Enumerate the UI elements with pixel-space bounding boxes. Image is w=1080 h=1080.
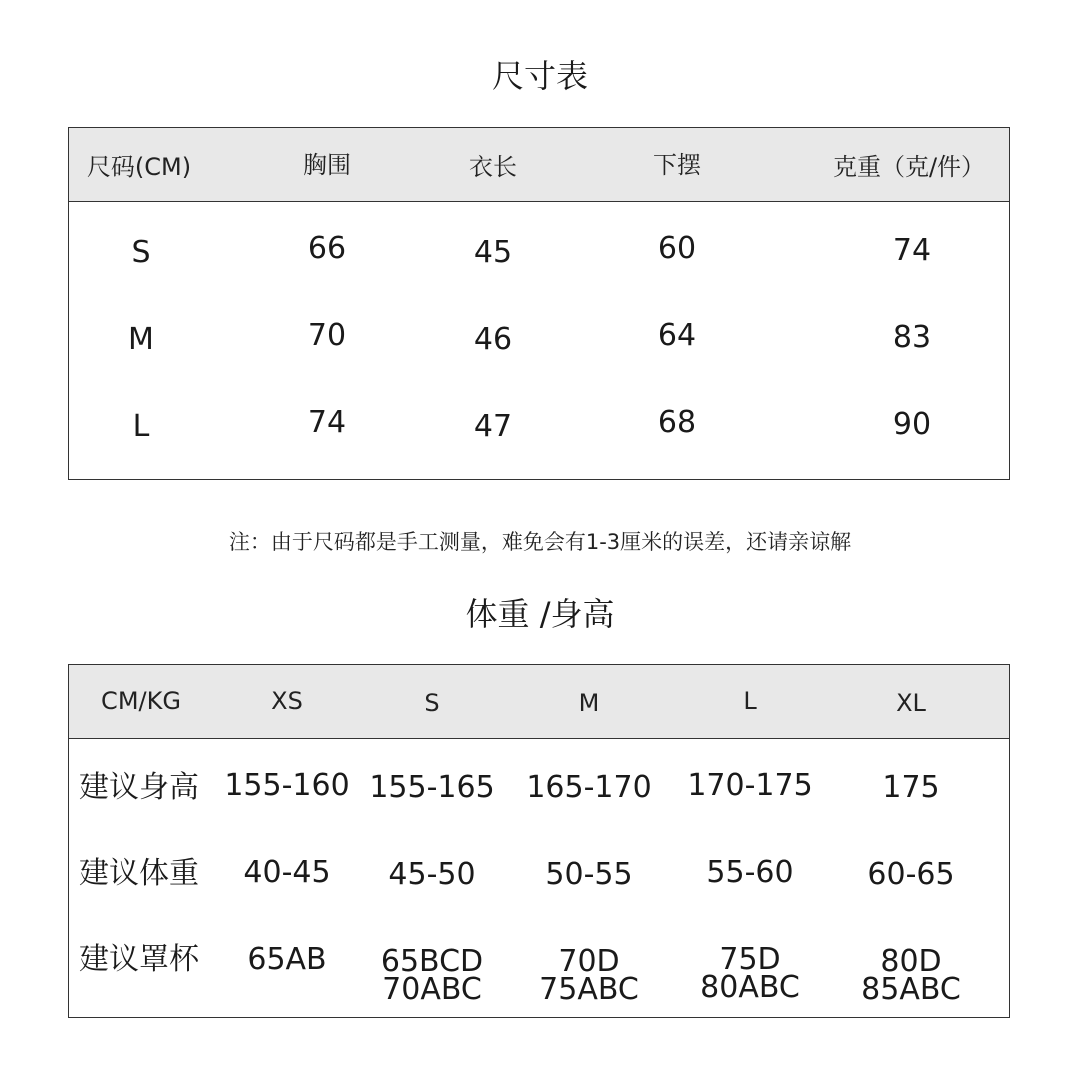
table-cell: 74: [892, 233, 932, 268]
size-chart-table: [68, 127, 1010, 480]
table-cell: 175: [882, 770, 940, 805]
table-cell: 80D: [880, 944, 942, 979]
table-cell: L: [132, 409, 150, 444]
fit-chart-table: [68, 664, 1010, 1018]
table-cell: 45-50: [388, 857, 476, 892]
table-cell: 50-55: [545, 857, 633, 892]
table-cell: 55-60: [706, 855, 794, 890]
measurement-note: 注：由于尺码都是手工测量，难免会有1-3厘米的误差，还请亲谅解: [228, 530, 852, 554]
header-weight: 克重（克/件）: [832, 153, 986, 181]
table-cell: 70ABC: [382, 972, 482, 1007]
table-cell: 65BCD: [380, 944, 484, 979]
header-cm-kg: CM/KG: [101, 687, 181, 715]
table-cell: 75ABC: [539, 972, 639, 1007]
table-cell: 155-165: [369, 770, 495, 805]
table-cell: M: [128, 322, 154, 357]
fit-chart-title: 体重 /身高: [465, 595, 615, 633]
table-cell: 80ABC: [700, 970, 800, 1005]
table-cell: 70D: [558, 944, 620, 979]
table-cell: 45: [473, 235, 513, 270]
table-cell: 66: [307, 231, 347, 266]
header-hem: 下摆: [653, 151, 701, 179]
header-chest: 胸围: [303, 151, 351, 179]
row-label-cup: 建议罩杯: [79, 942, 199, 977]
header-s: S: [424, 689, 440, 717]
table-cell: 170-175: [687, 768, 813, 803]
table-cell: 47: [473, 409, 513, 444]
header-xs: XS: [271, 687, 303, 715]
table-cell: 46: [473, 322, 513, 357]
table-cell: 68: [657, 405, 697, 440]
table-cell: 85ABC: [861, 972, 961, 1007]
table-cell: 65AB: [247, 942, 327, 977]
size-chart-header-row: [69, 128, 1009, 202]
fit-chart-header-row: [69, 665, 1009, 739]
table-cell: 75D: [719, 942, 781, 977]
table-cell: 60: [657, 231, 697, 266]
table-cell: 70: [307, 318, 347, 353]
row-label-weight: 建议体重: [79, 856, 199, 891]
table-cell: 165-170: [526, 770, 652, 805]
table-cell: 83: [892, 320, 932, 355]
row-label-height: 建议身高: [79, 770, 199, 805]
table-cell: 90: [892, 407, 932, 442]
size-chart-title: 尺寸表: [491, 57, 588, 95]
header-xl: XL: [896, 689, 926, 717]
table-cell: 64: [657, 318, 697, 353]
header-size: 尺码(CM): [86, 153, 192, 181]
table-cell: 60-65: [867, 857, 955, 892]
table-cell: 74: [307, 405, 347, 440]
table-cell: 40-45: [243, 855, 331, 890]
header-length: 衣长: [469, 153, 517, 181]
header-l: L: [743, 687, 757, 715]
header-m: M: [578, 689, 600, 717]
table-cell: 155-160: [224, 768, 350, 803]
table-cell: S: [131, 235, 151, 270]
